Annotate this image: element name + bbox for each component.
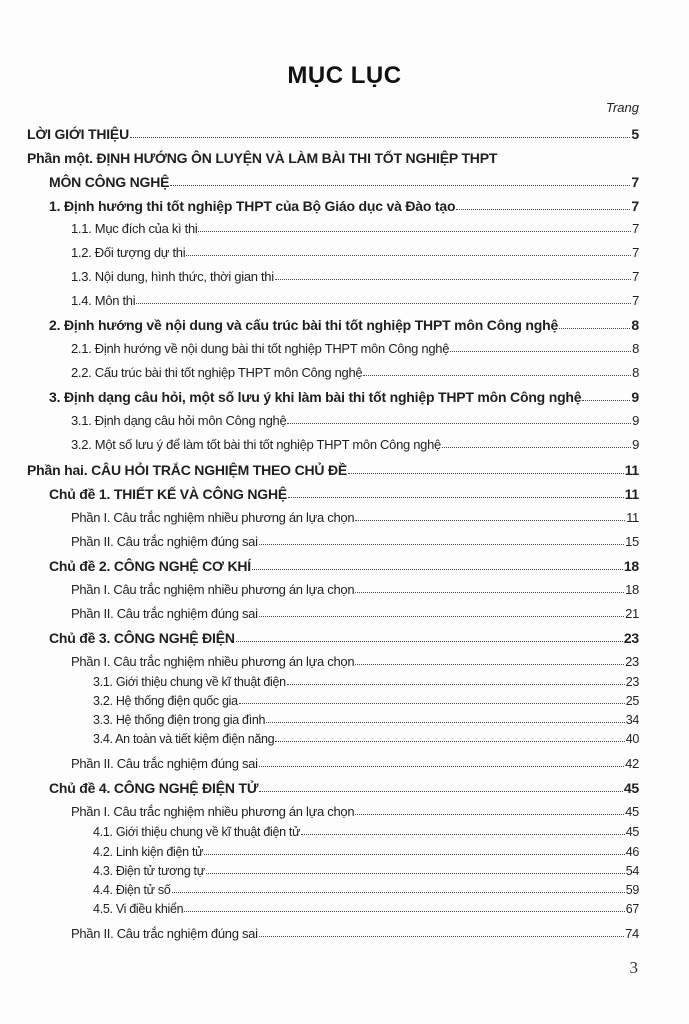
dot-leader — [170, 185, 630, 186]
toc-entry-page: 7 — [631, 174, 639, 190]
toc-entry — [49, 780, 639, 796]
toc-entry-page: 25 — [625, 694, 639, 708]
dot-leader — [355, 664, 624, 665]
dot-leader — [355, 520, 625, 521]
toc-entry — [71, 269, 639, 284]
toc-entry — [71, 413, 639, 428]
toc-entry-page: 67 — [625, 902, 639, 916]
dot-leader — [355, 592, 624, 593]
toc-entry-label: 3.2. Một số lưu ý để làm tốt bài thi tốt nghiệp THPT môn Công nghệ — [71, 437, 441, 452]
dot-leader — [301, 834, 625, 835]
toc-entry-page: 34 — [625, 713, 639, 727]
toc-entry-page: 11 — [626, 510, 639, 525]
toc-entry-label: 2.1. Định hướng về nội dung bài thi tốt nghiệp THPT môn Công nghệ — [71, 341, 450, 356]
toc-entry-label: Chủ đề 3. CÔNG NGHỆ ĐIỆN — [49, 630, 235, 646]
toc-entry-label: Phần hai. CÂU HỎI TRẮC NGHIỆM THEO CHỦ ĐỀ — [27, 462, 348, 478]
dot-leader — [259, 544, 624, 545]
toc-entry-page: 18 — [625, 582, 639, 597]
toc-entry-label: 1.3. Nội dung, hình thức, thời gian thi — [71, 269, 274, 284]
toc-entry-page: 7 — [632, 245, 639, 260]
toc-entry-label: Phần II. Câu trắc nghiệm đúng sai — [71, 756, 258, 771]
dot-leader — [172, 892, 625, 893]
toc-entry-label: 3.1. Định dạng câu hỏi môn Công nghệ — [71, 413, 287, 428]
dot-leader — [559, 328, 630, 329]
toc-entry — [27, 126, 639, 142]
toc-entry-page: 9 — [632, 437, 639, 452]
dot-leader — [206, 873, 625, 874]
toc-entry — [49, 317, 639, 333]
toc-entry — [49, 630, 639, 646]
toc-entry-page: 7 — [631, 198, 639, 214]
toc-entry — [71, 437, 639, 452]
toc-entry — [49, 389, 639, 405]
toc-entry-label: 4.2. Linh kiện điện tử — [93, 845, 204, 859]
toc-entry-label: 3.1. Giới thiệu chung về kĩ thuật điện — [93, 675, 286, 689]
toc-entry-page: 11 — [624, 486, 639, 502]
toc-entry-label: Chủ đề 1. THIẾT KẾ VÀ CÔNG NGHỆ — [49, 486, 288, 502]
toc-entry-label: 3.3. Hệ thống điện trong gia đình — [93, 713, 266, 727]
toc-entry-label: 2. Định hướng về nội dung và cấu trúc bài thi tốt nghiệp THPT môn Công nghệ — [49, 317, 559, 333]
toc-entry-page: 40 — [625, 732, 639, 746]
dot-leader — [136, 303, 631, 304]
dot-leader — [252, 569, 623, 570]
toc-entry — [49, 198, 639, 214]
toc-entry-label: Chủ đề 4. CÔNG NGHỆ ĐIỆN TỬ — [49, 780, 259, 796]
toc-entry-label: Phần II. Câu trắc nghiệm đúng sai — [71, 534, 258, 549]
toc-entry-label: 1.2. Đối tượng dự thi — [71, 245, 186, 260]
toc-entry — [71, 293, 639, 308]
toc-entry — [71, 582, 639, 597]
dot-leader — [287, 423, 631, 424]
toc-entry — [27, 150, 497, 166]
dot-leader — [184, 911, 624, 912]
toc-entry-page: 15 — [625, 534, 639, 549]
toc-entry-page: 23 — [625, 654, 639, 669]
toc-entry — [71, 510, 639, 525]
dot-leader — [186, 255, 631, 256]
toc-entry-page: 8 — [632, 341, 639, 356]
toc-entry-label: 3. Định dạng câu hỏi, một số lưu ý khi làm bài thi tốt nghiệp THPT môn Công nghệ — [49, 389, 582, 405]
toc-entry-label: 1.4. Môn thi — [71, 293, 136, 308]
toc-entry-page: 46 — [625, 845, 639, 859]
toc-entry-page: 8 — [632, 365, 639, 380]
toc-entry-page: 5 — [631, 126, 639, 142]
toc-entry-label: 2.2. Cấu trúc bài thi tốt nghiệp THPT môn Công nghệ — [71, 365, 363, 380]
toc-entry — [93, 825, 639, 839]
dot-leader — [363, 375, 631, 376]
toc-entry — [93, 902, 639, 916]
toc-entry-label: 4.5. Vi điều khiển — [93, 902, 184, 916]
page-column-label: Trang — [606, 100, 639, 115]
toc-entry — [71, 245, 639, 260]
toc-entry-page: 59 — [625, 883, 639, 897]
toc-entry-label: MÔN CÔNG NGHỆ — [49, 174, 170, 190]
toc-entry-label: Phần II. Câu trắc nghiệm đúng sai — [71, 926, 258, 941]
toc-entry — [71, 804, 639, 819]
toc-entry-label: Phần I. Câu trắc nghiệm nhiều phương án lựa chọn — [71, 654, 355, 669]
toc-entry — [71, 365, 639, 380]
toc-entry — [93, 732, 639, 746]
toc-entry-page: 74 — [625, 926, 639, 941]
toc-entry — [71, 534, 639, 549]
toc-entry — [49, 486, 639, 502]
dot-leader — [348, 473, 624, 474]
toc-entry-label: Phần I. Câu trắc nghiệm nhiều phương án lựa chọn — [71, 582, 355, 597]
toc-entry-page: 45 — [623, 780, 639, 796]
toc-entry-page: 23 — [623, 630, 639, 646]
dot-leader — [259, 936, 624, 937]
toc-entry — [49, 558, 639, 574]
toc-entry-page: 18 — [623, 558, 639, 574]
dot-leader — [130, 137, 630, 138]
dot-leader — [442, 447, 631, 448]
dot-leader — [239, 703, 625, 704]
dot-leader — [355, 814, 624, 815]
toc-entry-label: 1.1. Mục đích của kì thi — [71, 221, 198, 236]
dot-leader — [266, 722, 625, 723]
toc-entry-label: 3.4. An toàn và tiết kiệm điện năng — [93, 732, 275, 746]
dot-leader — [456, 209, 630, 210]
toc-entry-label: 4.3. Điện tử tương tự — [93, 864, 205, 878]
toc-entry — [93, 675, 639, 689]
toc-entry — [71, 221, 639, 236]
toc-entry-page: 7 — [632, 293, 639, 308]
toc-entry-label: Chủ đề 2. CÔNG NGHỆ CƠ KHÍ — [49, 558, 251, 574]
toc-entry-label: Phần I. Câu trắc nghiệm nhiều phương án lựa chọn — [71, 510, 355, 525]
toc-entry-page: 7 — [632, 269, 639, 284]
dot-leader — [198, 231, 631, 232]
toc-entry-label: Phần một. ĐỊNH HƯỚNG ÔN LUYỆN VÀ LÀM BÀI THI TỐT NGHIỆP THPT — [27, 150, 498, 166]
toc-entry-label: 4.4. Điện tử số — [93, 883, 171, 897]
toc-entry-page: 23 — [625, 675, 639, 689]
toc-entry — [93, 845, 639, 859]
dot-leader — [288, 497, 624, 498]
toc-entry-label: Phần II. Câu trắc nghiệm đúng sai — [71, 606, 258, 621]
dot-leader — [450, 351, 631, 352]
dot-leader — [259, 616, 624, 617]
page-title: MỤC LỤC — [287, 62, 402, 89]
toc-entry — [93, 694, 639, 708]
toc-entry — [71, 926, 639, 941]
dot-leader — [287, 684, 625, 685]
toc-entry — [93, 713, 639, 727]
toc-entry-page: 21 — [625, 606, 639, 621]
toc-entry-page: 7 — [632, 221, 639, 236]
toc-entry-page: 11 — [624, 462, 639, 478]
toc-entry — [93, 883, 639, 897]
dot-leader — [582, 400, 630, 401]
dot-leader — [236, 641, 623, 642]
toc-entry-page: 9 — [631, 389, 639, 405]
toc-entry-page: 54 — [625, 864, 639, 878]
toc-entry-page: 45 — [625, 804, 639, 819]
toc-entry-label: 4.1. Giới thiệu chung về kĩ thuật điện tử — [93, 825, 301, 839]
dot-leader — [204, 854, 625, 855]
toc-entry-page: 9 — [632, 413, 639, 428]
toc-entry-page: 42 — [625, 756, 639, 771]
toc-entry — [71, 606, 639, 621]
dot-leader — [275, 279, 631, 280]
toc-entry — [27, 462, 639, 478]
dot-leader — [275, 741, 624, 742]
toc-entry-label: LỜI GIỚI THIỆU — [27, 126, 129, 142]
dot-leader — [259, 791, 623, 792]
toc-entry-label: 3.2. Hệ thống điện quốc gia — [93, 694, 238, 708]
toc-entry — [71, 756, 639, 771]
dot-leader — [259, 766, 624, 767]
toc-entry-label: 1. Định hướng thi tốt nghiệp THPT của Bộ Giáo dục và Đào tạo — [49, 198, 456, 214]
toc-entry — [49, 174, 639, 190]
toc-entry-page: 8 — [631, 317, 639, 333]
toc-entry — [71, 341, 639, 356]
toc-entry-label: Phần I. Câu trắc nghiệm nhiều phương án lựa chọn — [71, 804, 355, 819]
page-number: 3 — [629, 958, 638, 977]
toc-entry-page: 45 — [625, 825, 639, 839]
toc-entry — [93, 864, 639, 878]
toc-entry — [71, 654, 639, 669]
